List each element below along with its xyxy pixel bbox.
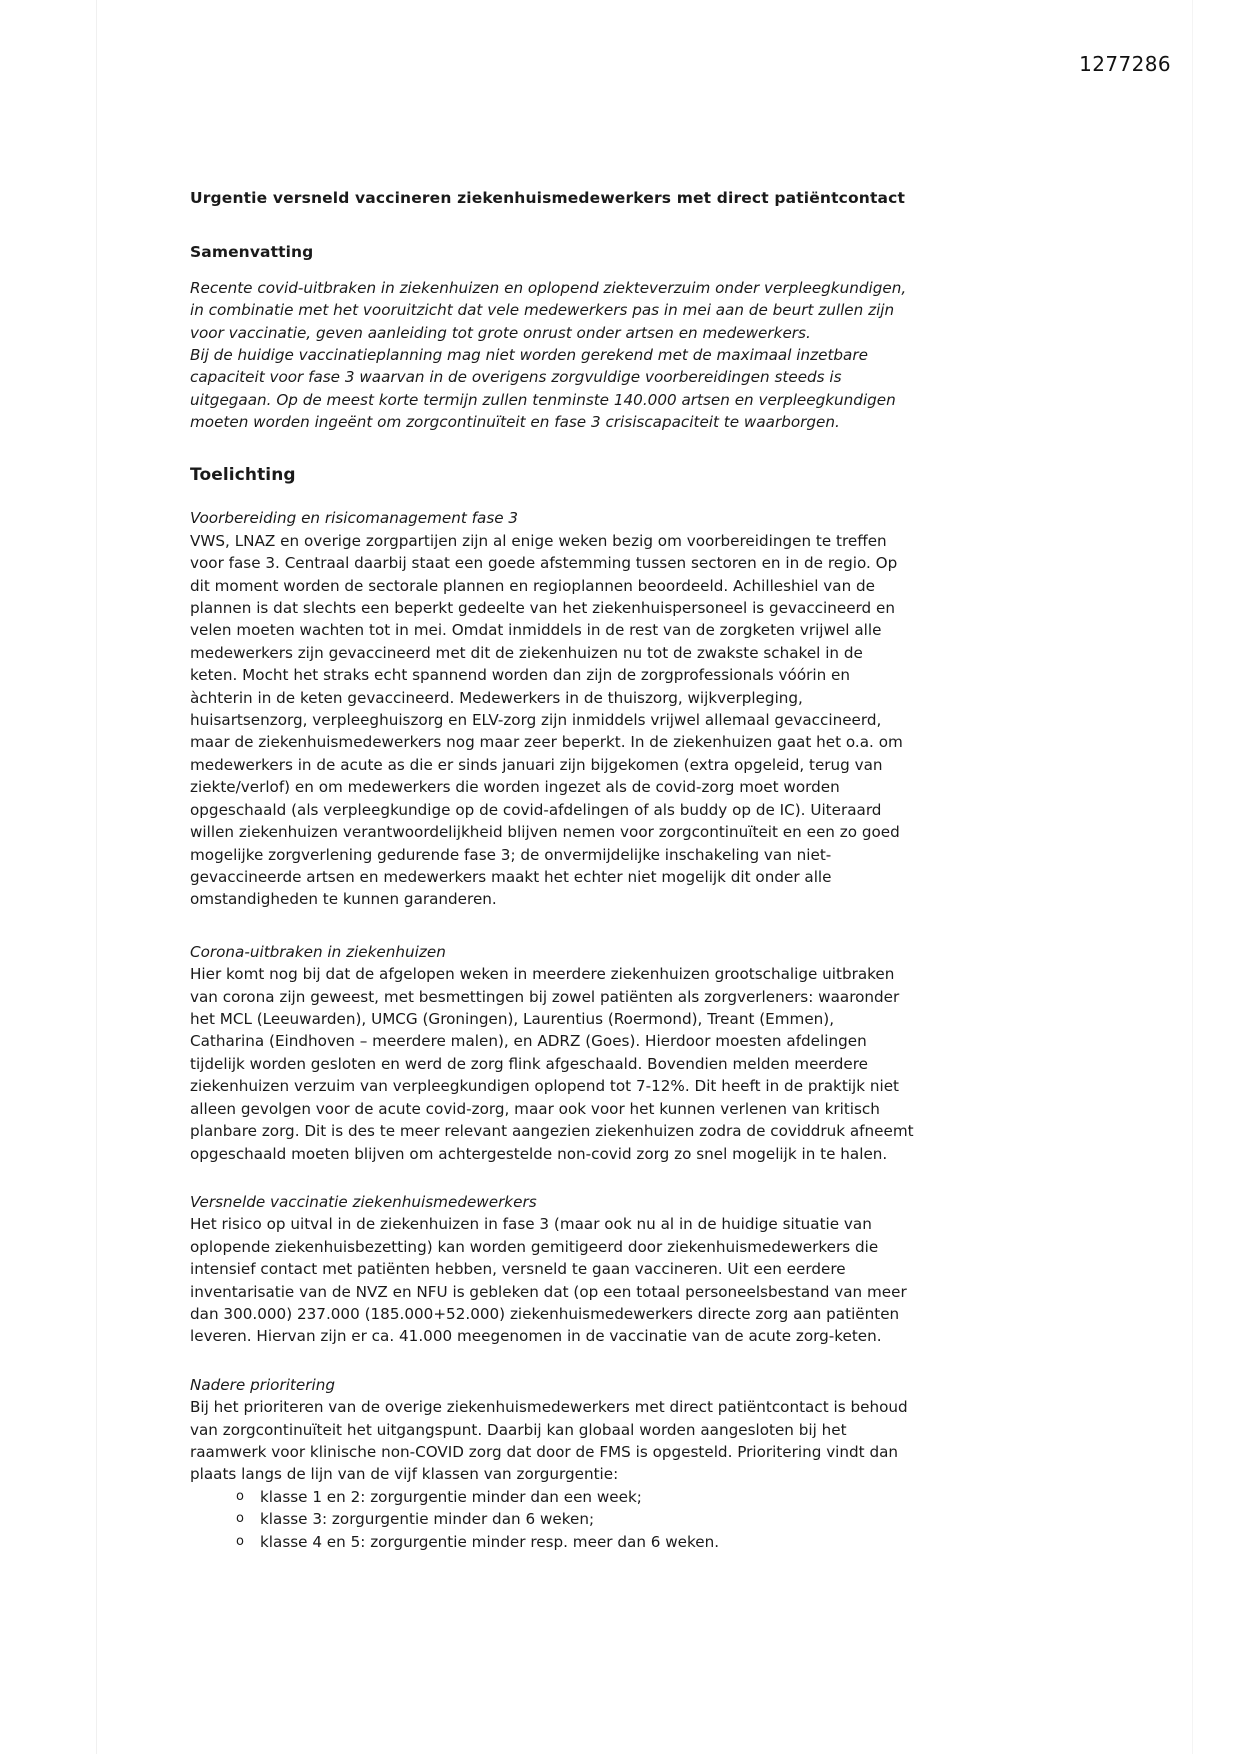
text-line: gevaccineerde artsen en medewerkers maakt het echter niet mogelijk dit onder alle	[190, 868, 832, 886]
list-item-label: klasse 4 en 5: zorgurgentie minder resp. meer dan 6 weken.	[260, 1532, 720, 1551]
list-item	[236, 1486, 906, 1508]
text-line: àchterin in de keten gevaccineerd. Medewerkers in de thuiszorg, wijkverpleging,	[190, 688, 803, 707]
klassen-list	[190, 1486, 906, 1553]
document-number: 1277286	[1079, 52, 1171, 76]
document-content	[190, 188, 914, 1553]
text-line: oplopende ziekenhuisbezetting) kan worden gemitigeerd door ziekenhuismedewerkers die	[190, 1237, 879, 1256]
section-heading-samenvatting: Samenvatting	[190, 242, 314, 261]
text-line: medewerkers in de acute as die er sinds januari zijn bijgekomen (extra opgeleid, terug van	[190, 755, 883, 774]
text-line: willen ziekenhuizen verantwoordelijkheid blijven nemen voor zorgcontinuïteit en een zo goed	[190, 823, 900, 842]
text-line: medewerkers zijn gevaccineerd met dit de ziekenhuizen nu tot de zwakste schakel in de	[190, 643, 863, 662]
subsection-body	[190, 1396, 906, 1486]
subsection-heading: Versnelde vaccinatie ziekenhuismedewerkers	[190, 1192, 537, 1211]
text-line: VWS, LNAZ en overige zorgpartijen zijn al enige weken bezig om voorbereidingen te treffen	[190, 531, 887, 550]
text-line: van zorgcontinuïteit het uitgangspunt. Daarbij kan globaal worden aangesloten bij het	[190, 1420, 847, 1439]
subsection-nadere-prioritering	[190, 1374, 906, 1553]
text-line: moeten worden ingeënt om zorgcontinuïteit en fase 3 crisiscapaciteit te waarborgen.	[190, 412, 840, 431]
text-line: capaciteit voor fase 3 waarvan in de overigens zorgvuldige voorbereidingen steeds is	[190, 368, 842, 387]
text-line: Recente covid-uitbraken in ziekenhuizen en oplopend ziekteverzuim onder verpleegkundigen,	[190, 278, 907, 297]
subsection-voorbereiding	[190, 507, 906, 911]
list-item-label: klasse 1 en 2: zorgurgentie minder dan een week;	[260, 1487, 642, 1506]
summary-block	[190, 277, 906, 433]
text-line: het MCL (Leeuwarden), UMCG (Groningen), Laurentius (Roermond), Treant (Emmen),	[190, 1010, 835, 1029]
summary-paragraph-1	[190, 277, 906, 344]
text-line: omstandigheden te kunnen garanderen.	[190, 890, 497, 909]
subsection-body	[190, 963, 914, 1165]
subsection-body	[190, 530, 906, 911]
text-line: dan 300.000) 237.000 (185.000+52.000) ziekenhuismedewerkers directe zorg aan patiënten	[190, 1305, 900, 1324]
text-line: raamwerk voor klinische non-COVID zorg dat door de FMS is opgesteld. Prioritering vindt dan	[190, 1443, 899, 1462]
text-line: opgeschaald moeten blijven om achtergestelde non-covid zorg zo snel mogelijk in te halen.	[190, 1144, 888, 1163]
text-line: planbare zorg. Dit is des te meer relevant aangezien ziekenhuizen zodra de coviddruk afneemt	[190, 1122, 914, 1141]
text-line: uitgegaan. Op de meest korte termijn zullen tenminste 140.000 artsen en verpleegkundigen	[190, 390, 896, 409]
text-line: plaats langs de lijn van de vijf klassen van zorgurgentie:	[190, 1465, 619, 1484]
text-line: Bij het prioriteren van de overige ziekenhuismedewerkers met direct patiëntcontact is behoud	[190, 1398, 908, 1417]
text-line: plannen is dat slechts een beperkt gedeelte van het ziekenhuispersoneel is gevaccineerd en	[190, 598, 895, 617]
bullet-icon: o	[236, 1533, 244, 1549]
page-title: Urgentie versneld vaccineren ziekenhuismedewerkers met direct patiëntcontact	[190, 189, 906, 207]
text-line: alleen gevolgen voor de acute covid-zorg, maar ook voor het kunnen verlenen van kritisch	[190, 1099, 880, 1118]
subsection-heading: Corona-uitbraken in ziekenhuizen	[190, 942, 446, 961]
bullet-icon: o	[236, 1511, 244, 1527]
text-line: Het risico op uitval in de ziekenhuizen in fase 3 (maar ook nu al in de huidige situatie van	[190, 1215, 872, 1234]
text-line: inventarisatie van de NVZ en NFU is gebleken dat (op een totaal personeelsbestand van meer	[190, 1282, 907, 1301]
list-item-label: klasse 3: zorgurgentie minder dan 6 weken;	[260, 1510, 595, 1529]
subsection-body	[190, 1213, 906, 1348]
text-line: mogelijke zorgverlening gedurende fase 3; de onvermijdelijke inschakeling van niet-	[190, 845, 832, 864]
text-line: maar de ziekenhuismedewerkers nog maar zeer beperkt. In de ziekenhuizen gaat het o.a. om	[190, 733, 903, 752]
text-line: Hier komt nog bij dat de afgelopen weken in meerdere ziekenhuizen grootschalige uitbraken	[190, 965, 895, 984]
text-line: Catharina (Eindhoven – meerdere malen), en ADRZ (Goes). Hierdoor moesten afdelingen	[190, 1032, 867, 1051]
text-line: intensief contact met patiënten hebben, versneld te gaan vaccineren. Uit een eerdere	[190, 1260, 846, 1279]
list-item	[236, 1508, 906, 1530]
text-line: Bij de huidige vaccinatieplanning mag niet worden gerekend met de maximaal inzetbare	[190, 345, 868, 364]
text-line: opgeschaald (als verpleegkundige op de covid-afdelingen of als buddy op de IC). Uiteraard	[190, 800, 882, 819]
summary-paragraph-2	[190, 344, 906, 433]
scan-edge-left	[96, 0, 97, 1754]
bullet-icon: o	[236, 1488, 244, 1504]
text-line: tijdelijk worden gesloten en werd de zorg flink afgeschaald. Bovendien melden meerdere	[190, 1054, 868, 1073]
text-line: ziekenhuizen verzuim van verpleegkundigen oplopend tot 7-12%. Dit heeft in de praktijk niet	[190, 1077, 900, 1096]
subsection-heading: Nadere prioritering	[190, 1375, 335, 1394]
text-line: velen moeten wachten tot in mei. Omdat inmiddels in de rest van de zorgketen vrijwel alle	[190, 621, 882, 640]
text-line: dit moment worden de sectorale plannen en regioplannen beoordeeld. Achilleshiel van de	[190, 576, 876, 595]
subsection-corona-uitbraken	[190, 941, 914, 1165]
subsection-versnelde-vaccinatie	[190, 1191, 906, 1348]
text-line: voor vaccinatie, geven aanleiding tot grote onrust onder artsen en medewerkers.	[190, 323, 811, 342]
text-line: keten. Mocht het straks echt spannend worden dan zijn de zorgprofessionals vóórin en	[190, 666, 850, 685]
list-item	[236, 1531, 906, 1553]
text-line: leveren. Hiervan zijn er ca. 41.000 meegenomen in de vaccinatie van de acute zorg-keten.	[190, 1327, 882, 1346]
subsection-heading: Voorbereiding en risicomanagement fase 3	[190, 509, 519, 528]
text-line: ziekte/verlof) en om medewerkers die worden ingezet als de covid-zorg moet worden	[190, 778, 840, 797]
text-line: voor fase 3. Centraal daarbij staat een goede afstemming tussen sectoren en in de regio. Op	[190, 554, 898, 573]
text-line: in combinatie met het vooruitzicht dat vele medewerkers pas in mei aan de beurt zullen zijn	[190, 301, 895, 320]
text-line: van corona zijn geweest, met besmettingen bij zowel patiënten als zorgverleners: waaronder	[190, 987, 900, 1006]
section-heading-toelichting: Toelichting	[190, 465, 296, 486]
text-line: huisartsenzorg, verpleeghuiszorg en ELV-zorg zijn inmiddels vrijwel allemaal gevaccineerd,	[190, 711, 882, 730]
scan-edge-right	[1192, 0, 1193, 1754]
